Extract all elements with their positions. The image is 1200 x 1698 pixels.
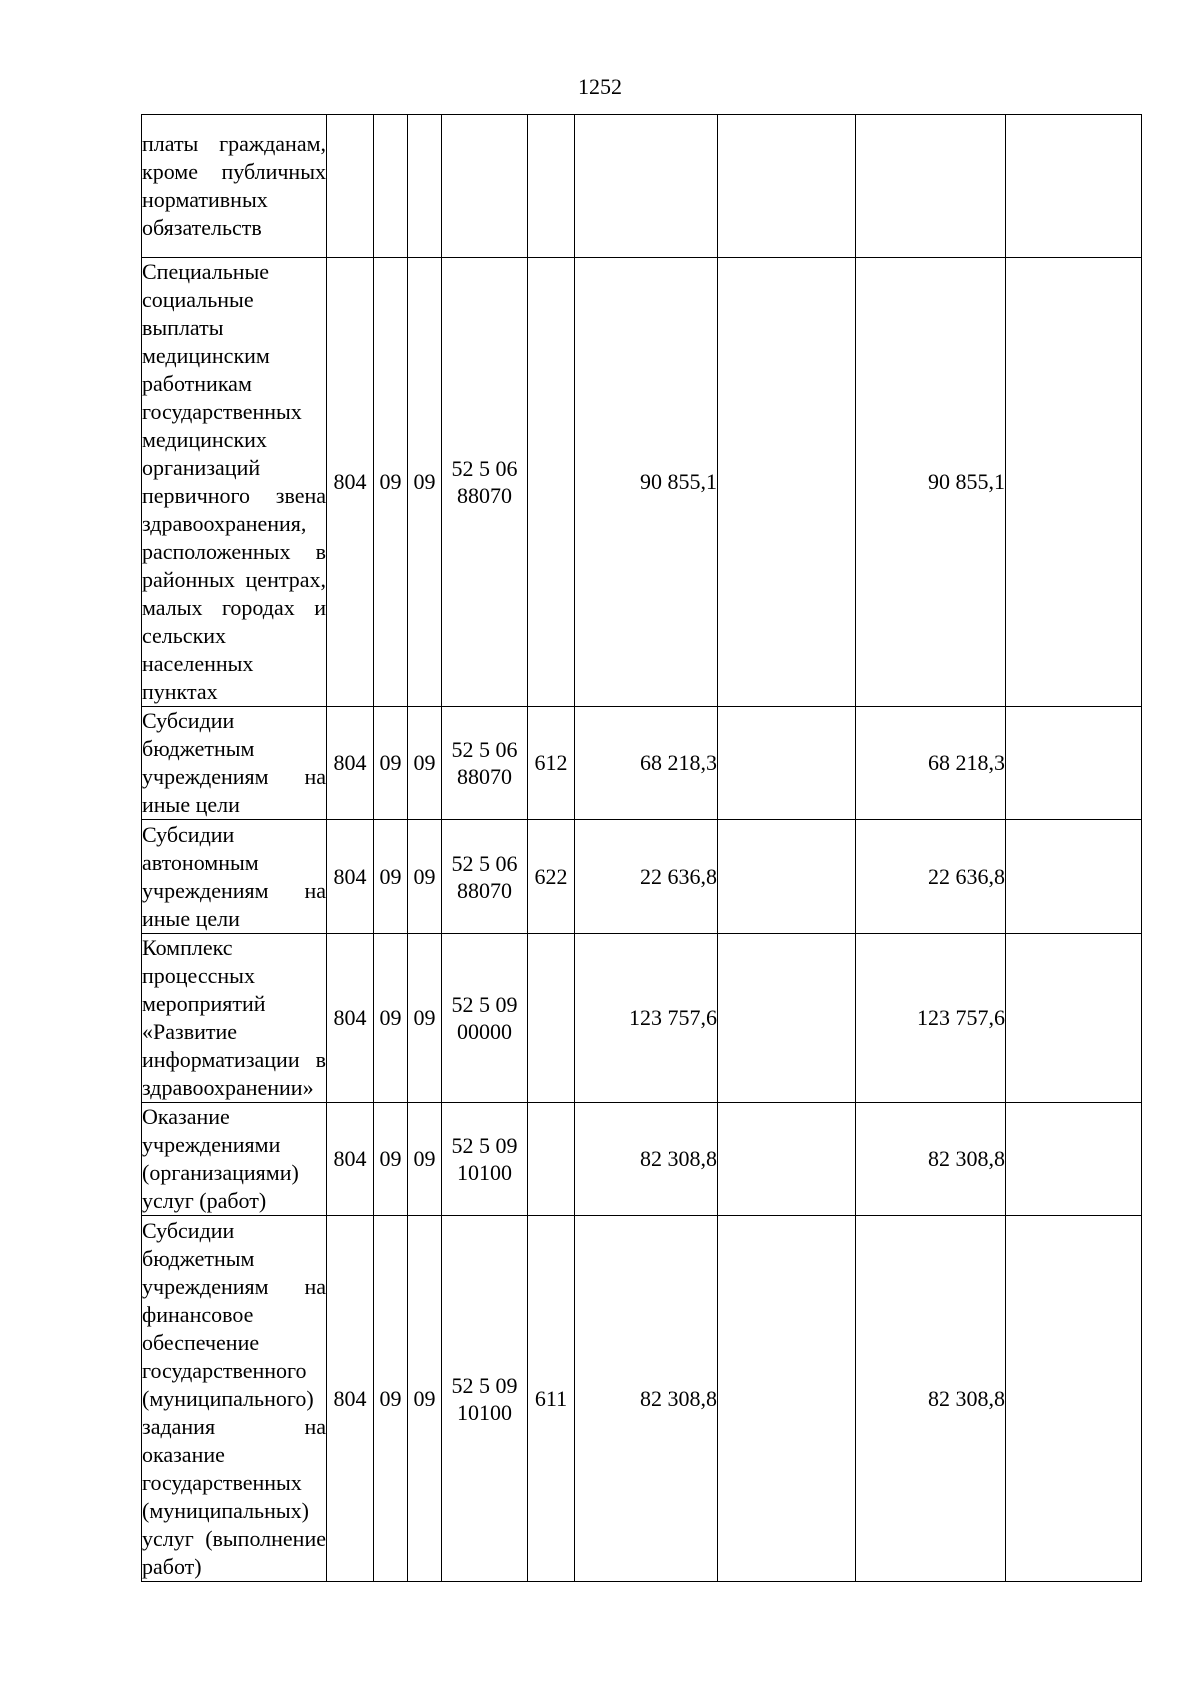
csr-part-2: 88070 bbox=[457, 764, 512, 789]
vr-cell: 622 bbox=[528, 820, 575, 934]
pr-cell: 09 bbox=[408, 1216, 442, 1582]
table-row bbox=[142, 707, 1142, 820]
rz-cell: 09 bbox=[374, 258, 408, 707]
csr-part-1: 52 5 06 bbox=[451, 456, 518, 481]
sum-cell-3: 68 218,3 bbox=[856, 707, 1006, 820]
ved-cell: 804 bbox=[327, 1216, 374, 1582]
csr-cell bbox=[442, 258, 528, 707]
budget-table-body bbox=[142, 115, 1142, 1582]
vr-cell bbox=[528, 258, 575, 707]
table-row bbox=[142, 820, 1142, 934]
table-row bbox=[142, 934, 1142, 1103]
vr-cell bbox=[528, 1103, 575, 1216]
pr-cell bbox=[408, 115, 442, 258]
rz-cell: 09 bbox=[374, 707, 408, 820]
ved-cell: 804 bbox=[327, 1103, 374, 1216]
csr-part-2: 10100 bbox=[457, 1160, 512, 1185]
pr-cell: 09 bbox=[408, 707, 442, 820]
page-number: 1252 bbox=[578, 74, 622, 99]
sum-cell-1: 22 636,8 bbox=[575, 820, 718, 934]
rz-cell: 09 bbox=[374, 934, 408, 1103]
table-row bbox=[142, 115, 1142, 258]
csr-part-2: 10100 bbox=[457, 1399, 512, 1425]
sum-cell-1 bbox=[575, 115, 718, 258]
rz-cell: 09 bbox=[374, 1216, 408, 1582]
row-name: Субсидии автономным учреждениям на иные цели bbox=[142, 820, 327, 934]
sum-cell-2 bbox=[718, 707, 856, 820]
sum-cell-3: 82 308,8 bbox=[856, 1103, 1006, 1216]
sum-cell-1: 82 308,8 bbox=[575, 1216, 718, 1582]
ved-cell: 804 bbox=[327, 820, 374, 934]
vr-cell: 611 bbox=[528, 1216, 575, 1582]
ved-cell bbox=[327, 115, 374, 258]
csr-part-2: 88070 bbox=[457, 483, 512, 508]
sum-cell-4 bbox=[1006, 934, 1142, 1103]
sum-cell-2 bbox=[718, 115, 856, 258]
sum-cell-1: 90 855,1 bbox=[575, 258, 718, 707]
csr-part-1: 52 5 06 bbox=[451, 850, 518, 876]
sum-cell-2 bbox=[718, 820, 856, 934]
sum-cell-4 bbox=[1006, 115, 1142, 258]
vr-cell bbox=[528, 934, 575, 1103]
sum-cell-3: 22 636,8 bbox=[856, 820, 1006, 934]
vr-cell: 612 bbox=[528, 707, 575, 820]
ved-cell: 804 bbox=[327, 707, 374, 820]
row-name: Субсидии бюджетным учреждениям на финансовое обеспечение государственного (муниципального) задания на оказание государственных (муниципальных) услуг (выполнение работ) bbox=[142, 1216, 327, 1582]
csr-cell bbox=[442, 1216, 528, 1582]
table-row bbox=[142, 1216, 1142, 1582]
vr-cell bbox=[528, 115, 575, 258]
sum-cell-3: 90 855,1 bbox=[856, 258, 1006, 707]
csr-part-1: 52 5 06 bbox=[451, 737, 518, 762]
sum-cell-3 bbox=[856, 115, 1006, 258]
csr-cell bbox=[442, 820, 528, 934]
csr-part-2: 88070 bbox=[457, 877, 512, 903]
sum-cell-4 bbox=[1006, 820, 1142, 934]
sum-cell-4 bbox=[1006, 1103, 1142, 1216]
sum-cell-3: 82 308,8 bbox=[856, 1216, 1006, 1582]
budget-table bbox=[141, 114, 1142, 1582]
ved-cell: 804 bbox=[327, 258, 374, 707]
row-name: Оказание учреждениями (организациями) услуг (работ) bbox=[142, 1103, 327, 1216]
pr-cell: 09 bbox=[408, 1103, 442, 1216]
csr-part-1: 52 5 09 bbox=[451, 1372, 518, 1398]
csr-part-1: 52 5 09 bbox=[451, 992, 518, 1017]
rz-cell: 09 bbox=[374, 820, 408, 934]
sum-cell-1: 82 308,8 bbox=[575, 1103, 718, 1216]
sum-cell-1: 68 218,3 bbox=[575, 707, 718, 820]
pr-cell: 09 bbox=[408, 934, 442, 1103]
sum-cell-2 bbox=[718, 1216, 856, 1582]
sum-cell-3: 123 757,6 bbox=[856, 934, 1006, 1103]
csr-part-1: 52 5 09 bbox=[451, 1133, 518, 1158]
sum-cell-4 bbox=[1006, 707, 1142, 820]
table-row bbox=[142, 1103, 1142, 1216]
sum-cell-2 bbox=[718, 258, 856, 707]
sum-cell-4 bbox=[1006, 1216, 1142, 1582]
pr-cell: 09 bbox=[408, 258, 442, 707]
ved-cell: 804 bbox=[327, 934, 374, 1103]
rz-cell bbox=[374, 115, 408, 258]
sum-cell-4 bbox=[1006, 258, 1142, 707]
csr-cell bbox=[442, 115, 528, 258]
sum-cell-2 bbox=[718, 934, 856, 1103]
row-name: Субсидии бюджетным учреждениям на иные цели bbox=[142, 707, 327, 820]
csr-cell bbox=[442, 934, 528, 1103]
row-name: платы гражданам, кроме публичных нормативных обязательств bbox=[142, 115, 327, 258]
sum-cell-1: 123 757,6 bbox=[575, 934, 718, 1103]
rz-cell: 09 bbox=[374, 1103, 408, 1216]
csr-cell bbox=[442, 1103, 528, 1216]
csr-cell bbox=[442, 707, 528, 820]
sum-cell-2 bbox=[718, 1103, 856, 1216]
row-name: Специальные социальные выплаты медицинским работникам государственных медицинских организаций первичного звена здравоохранения, расположенных в районных центрах, малых городах и сельских населенных пунктах bbox=[142, 258, 327, 707]
table-row bbox=[142, 258, 1142, 707]
row-name: Комплекс процессных мероприятий «Развитие информатизации в здравоохранении» bbox=[142, 934, 327, 1103]
pr-cell: 09 bbox=[408, 820, 442, 934]
csr-part-2: 00000 bbox=[457, 1019, 512, 1044]
